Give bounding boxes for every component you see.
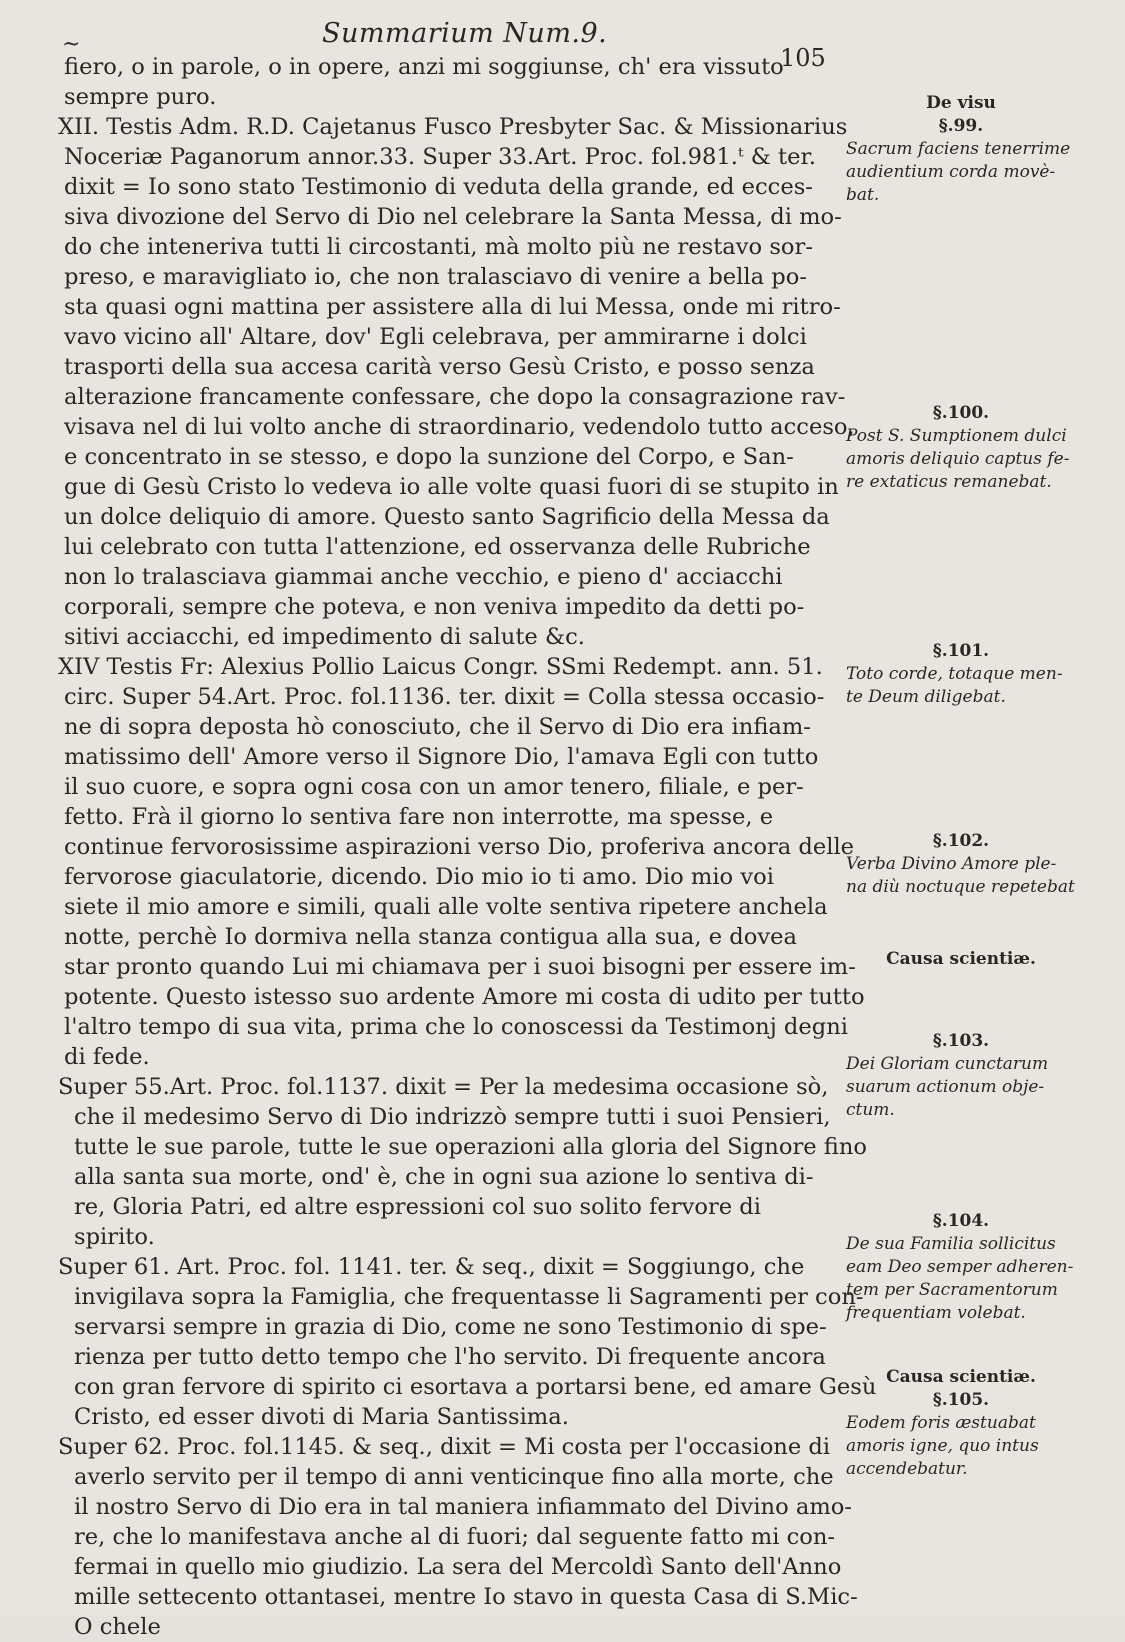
- text-line: fiero, o in parole, o in opere, anzi mi soggiunse, ch' era vissuto: [64, 54, 784, 80]
- text-line: di fede.: [64, 1044, 150, 1070]
- margin-note: [846, 830, 1106, 899]
- margin-note-line: na diù noctuque repetebat: [846, 877, 1075, 897]
- text-line: alterazione francamente confessare, che dopo la consagrazione rav-: [64, 384, 846, 410]
- text-line: star pronto quando Lui mi chiamava per i suoi bisogni per essere im-: [64, 954, 856, 980]
- text-line: con gran fervore di spirito ci esortava a portarsi bene, ed amare Gesù: [74, 1374, 877, 1400]
- text-line: Cristo, ed esser divoti di Maria Santissima.: [74, 1404, 569, 1430]
- margin-note-line: Causa scientiæ.: [886, 949, 1036, 969]
- margin-note-line: Causa scientiæ.: [886, 1367, 1036, 1387]
- text-line: fermai in quello mio giudizio. La sera del Mercoldì Santo dell'Anno: [74, 1554, 842, 1580]
- text-line: che il medesimo Servo di Dio indrizzò sempre tutti i suoi Pensieri,: [74, 1104, 831, 1130]
- text-line: il nostro Servo di Dio era in tal maniera infiammato del Divino amo-: [74, 1494, 853, 1520]
- text-line: sta quasi ogni mattina per assistere alla di lui Messa, onde mi ritro-: [64, 294, 841, 320]
- margin-note-line: De sua Familia sollicitus: [846, 1234, 1056, 1254]
- page-number: 105: [780, 44, 826, 72]
- margin-note-line: eam Deo semper adheren-: [846, 1257, 1074, 1277]
- margin-note-line: amoris deliquio captus fe-: [846, 449, 1070, 469]
- text-line: continue fervorosissime aspirazioni verso Dio, proferiva ancora delle: [64, 834, 855, 860]
- text-line: gue di Gesù Cristo lo vedeva io alle volte quasi fuori di se stupito in: [64, 474, 839, 500]
- text-line: notte, perchè Io dormiva nella stanza contigua alla sua, e dovea: [64, 924, 797, 950]
- margin-note-line: Toto corde, totaque men-: [846, 664, 1063, 684]
- margin-note-line: Eodem foris æstuabat: [846, 1413, 1036, 1433]
- text-line: vavo vicino all' Altare, dov' Egli celebrava, per ammirarne i dolci: [64, 324, 807, 350]
- margin-note-line: §.102.: [932, 831, 990, 851]
- margin-note: [846, 1210, 1106, 1325]
- margin-note-line: Dei Gloriam cunctarum: [846, 1054, 1049, 1074]
- text-line: fetto. Frà il giorno lo sentiva fare non interrotte, ma spesse, e: [64, 804, 774, 830]
- text-line: siete il mio amore e simili, quali alle volte sentiva ripetere anchela: [64, 894, 828, 920]
- text-line: Super 55.Art. Proc. fol.1137. dixit = Per la medesima occasione sò,: [58, 1074, 829, 1100]
- text-line: il suo cuore, e sopra ogni cosa con un amor tenero, filiale, e per-: [64, 774, 804, 800]
- margin-note-line: ctum.: [846, 1100, 895, 1120]
- margin-note: [846, 92, 1106, 207]
- margin-note: [846, 640, 1106, 709]
- margin-note-line: Post S. Sumptionem dulci: [846, 426, 1067, 446]
- margin-note-line: De visu: [926, 93, 996, 113]
- margin-note-line: §.101.: [932, 641, 990, 661]
- text-line: siva divozione del Servo di Dio nel celebrare la Santa Messa, di mo-: [64, 204, 842, 230]
- text-line: matissimo dell' Amore verso il Signore Dio, l'amava Egli con tutto: [64, 744, 819, 770]
- margin-note-line: tem per Sacramentorum: [846, 1280, 1058, 1300]
- text-line: spirito.: [74, 1224, 155, 1250]
- text-line: non lo tralasciava giammai anche vecchio, e pieno d' acciacchi: [64, 564, 783, 590]
- margin-note: [846, 1366, 1106, 1481]
- text-line: XIV Testis Fr: Alexius Pollio Laicus Congr. SSmi Redempt. ann. 51.: [58, 654, 823, 680]
- text-line: circ. Super 54.Art. Proc. fol.1136. ter. dixit = Colla stessa occasio-: [64, 684, 825, 710]
- text-line: tutte le sue parole, tutte le sue operazioni alla gloria del Signore fino: [74, 1134, 868, 1160]
- text-line: Noceriæ Paganorum annor.33. Super 33.Art. Proc. fol.981.ᵗ & ter.: [64, 144, 816, 170]
- text-line: preso, e maravigliato io, che non tralasciavo di venire a bella po-: [64, 264, 807, 290]
- margin-note-line: §.104.: [932, 1211, 990, 1231]
- text-line: ne di sopra deposta hò conosciuto, che il Servo di Dio era infiam-: [64, 714, 811, 740]
- margin-note-line: §.103.: [932, 1031, 990, 1051]
- margin-note-line: amoris igne, quo intus: [846, 1436, 1039, 1456]
- text-line: Super 61. Art. Proc. fol. 1141. ter. & seq., dixit = Soggiungo, che: [58, 1254, 805, 1280]
- text-line: un dolce deliquio di amore. Questo santo Sagrificio della Messa da: [64, 504, 830, 530]
- margin-note-line: te Deum diligebat.: [846, 687, 1006, 707]
- margin-note-line: accendebatur.: [846, 1459, 968, 1479]
- margin-note-line: frequentiam volebat.: [846, 1303, 1026, 1323]
- margin-note-line: §.105.: [932, 1390, 990, 1410]
- header-mark: ~: [62, 32, 81, 57]
- text-line: Super 62. Proc. fol.1145. & seq., dixit = Mi costa per l'occasione di: [58, 1434, 831, 1460]
- text-line: alla santa sua morte, ond' è, che in ogni sua azione lo sentiva di-: [74, 1164, 814, 1190]
- text-line: mille settecento ottantasei, mentre Io stavo in questa Casa di S.Mic-: [74, 1584, 858, 1610]
- margin-note: [846, 948, 1106, 971]
- text-line: l'altro tempo di sua vita, prima che lo conoscessi da Testimonj degni: [64, 1014, 848, 1040]
- text-line: dixit = Io sono stato Testimonio di veduta della grande, ed ecces-: [64, 174, 813, 200]
- text-line: potente. Questo istesso suo ardente Amore mi costa di udito per tutto: [64, 984, 865, 1010]
- margin-note-line: bat.: [846, 185, 880, 205]
- text-line: do che inteneriva tutti li circostanti, mà molto più ne restavo sor-: [64, 234, 813, 260]
- text-line: trasporti della sua accesa carità verso Gesù Cristo, e posso senza: [64, 354, 815, 380]
- margin-note-line: §.100.: [932, 403, 990, 423]
- text-line: corporali, sempre che poteva, e non veniva impedito da detti po-: [64, 594, 805, 620]
- text-line: visava nel di lui volto anche di straordinario, vedendolo tutto acceso,: [64, 414, 855, 440]
- text-line: servarsi sempre in grazia di Dio, come ne sono Testimonio di spe-: [74, 1314, 827, 1340]
- margin-note-line: §.99.: [938, 116, 984, 136]
- margin-note: [846, 1030, 1106, 1122]
- text-line: averlo servito per il tempo di anni venticinque fino alla morte, che: [74, 1464, 834, 1490]
- text-line: e concentrato in se stesso, e dopo la sunzione del Corpo, e San-: [64, 444, 794, 470]
- running-title: Summarium Num.9.: [322, 18, 608, 49]
- text-line: lui celebrato con tutta l'attenzione, ed osservanza delle Rubriche: [64, 534, 811, 560]
- margin-note-line: audientium corda movè-: [846, 162, 1056, 182]
- text-line: sitivi acciacchi, ed impedimento di salute &c.: [64, 624, 585, 650]
- text-line: invigilava sopra la Famiglia, che frequentasse li Sagramenti per con-: [74, 1284, 864, 1310]
- text-line: fervorose giaculatorie, dicendo. Dio mio io ti amo. Dio mio voi: [64, 864, 774, 890]
- text-line: rienza per tutto detto tempo che l'ho servito. Di frequente ancora: [74, 1344, 826, 1370]
- margin-note-line: Sacrum faciens tenerrime: [846, 139, 1071, 159]
- margin-note-line: Verba Divino Amore ple-: [846, 854, 1057, 874]
- margin-note: [846, 402, 1106, 494]
- text-line: O chele: [74, 1614, 161, 1640]
- text-line: re, Gloria Patri, ed altre espressioni col suo solito fervore di: [74, 1194, 761, 1220]
- text-line: sempre puro.: [64, 84, 217, 110]
- margin-note-line: re extaticus remanebat.: [846, 472, 1052, 492]
- text-line: XII. Testis Adm. R.D. Cajetanus Fusco Presbyter Sac. & Missionarius: [58, 114, 848, 140]
- text-line: re, che lo manifestava anche al di fuori; dal seguente fatto mi con-: [74, 1524, 836, 1550]
- margin-note-line: suarum actionum obje-: [846, 1077, 1045, 1097]
